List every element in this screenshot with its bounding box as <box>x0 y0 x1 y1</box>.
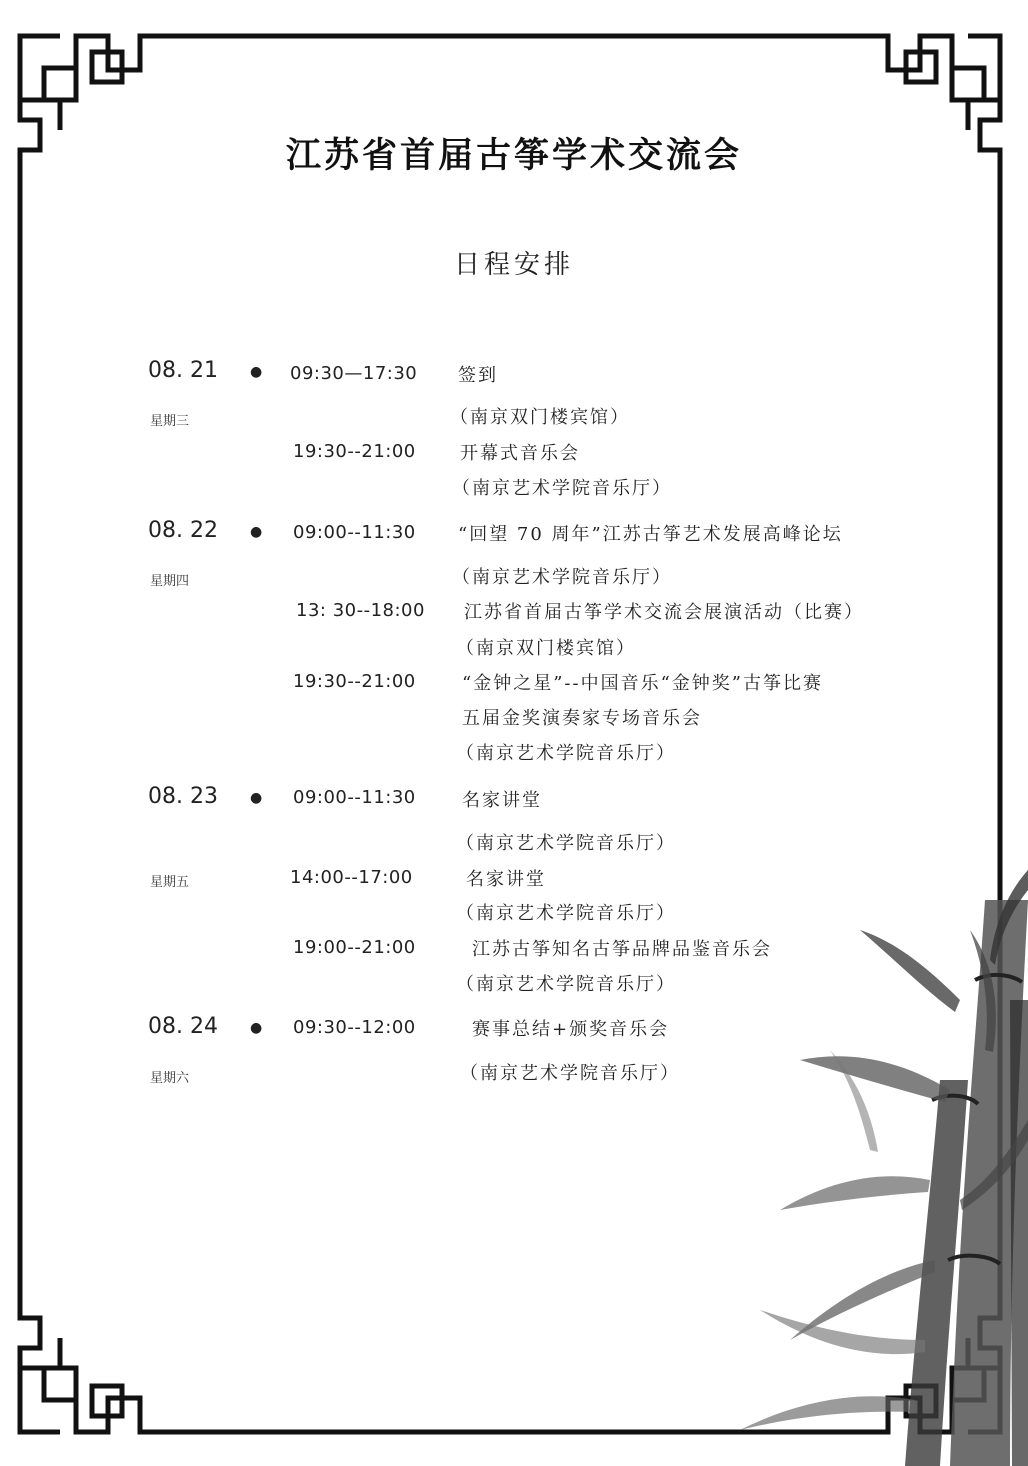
event-venue: （南京艺术学院音乐厅） <box>452 478 672 499</box>
bullet-icon: ● <box>250 364 263 380</box>
event-time: 09:30—17:30 <box>290 363 418 384</box>
event-time: 09:00--11:30 <box>293 522 416 543</box>
event-title: 赛事总结+颁奖音乐会 <box>472 1019 670 1040</box>
event-title: 名家讲堂 <box>466 869 546 890</box>
page-title: 江苏省首届古筝学术交流会 <box>285 136 742 176</box>
bullet-icon: ● <box>250 790 263 806</box>
event-venue: （南京艺术学院音乐厅） <box>452 567 672 588</box>
event-time: 09:30--12:00 <box>293 1017 416 1038</box>
bullet-icon: ● <box>250 1020 263 1036</box>
event-time: 19:30--21:00 <box>293 441 416 462</box>
event-title: “金钟之星”--中国音乐“金钟奖”古筝比赛 <box>462 673 823 694</box>
event-title: 名家讲堂 <box>462 790 542 811</box>
event-time: 19:00--21:00 <box>293 937 416 958</box>
day-weekday: 星期四 <box>150 574 190 589</box>
event-venue: （南京艺术学院音乐厅） <box>456 833 676 854</box>
schedule-heading: 日程安排 <box>453 250 574 280</box>
event-venue: （南京艺术学院音乐厅） <box>456 743 676 764</box>
event-title: 签到 <box>458 365 498 386</box>
event-time: 13: 30--18:00 <box>296 600 425 621</box>
event-time: 09:00--11:30 <box>293 787 416 808</box>
day-weekday: 星期五 <box>150 875 190 890</box>
bamboo-painting <box>740 870 1028 1466</box>
day-date: 08. 24 <box>148 1014 218 1039</box>
day-date: 08. 23 <box>148 784 218 809</box>
event-venue: （南京双门楼宾馆） <box>456 638 636 659</box>
day-weekday: 星期六 <box>150 1071 190 1086</box>
day-weekday: 星期三 <box>150 414 190 429</box>
event-title: 开幕式音乐会 <box>460 443 580 464</box>
event-venue: （南京双门楼宾馆） <box>450 407 630 428</box>
day-date: 08. 21 <box>148 358 218 383</box>
event-title: 江苏古筝知名古筝品牌品鉴音乐会 <box>472 939 772 960</box>
event-venue: （南京艺术学院音乐厅） <box>456 903 676 924</box>
event-venue: （南京艺术学院音乐厅） <box>456 974 676 995</box>
day-date: 08. 22 <box>148 518 218 543</box>
event-title: 江苏省首届古筝学术交流会展演活动（比赛） <box>464 602 864 623</box>
event-venue: （南京艺术学院音乐厅） <box>460 1063 680 1084</box>
bullet-icon: ● <box>250 524 263 540</box>
event-time: 19:30--21:00 <box>293 671 416 692</box>
event-subtitle: 五届金奖演奏家专场音乐会 <box>462 708 702 729</box>
event-time: 14:00--17:00 <box>290 867 413 888</box>
event-title: “回望 70 周年”江苏古筝艺术发展高峰论坛 <box>458 524 843 545</box>
